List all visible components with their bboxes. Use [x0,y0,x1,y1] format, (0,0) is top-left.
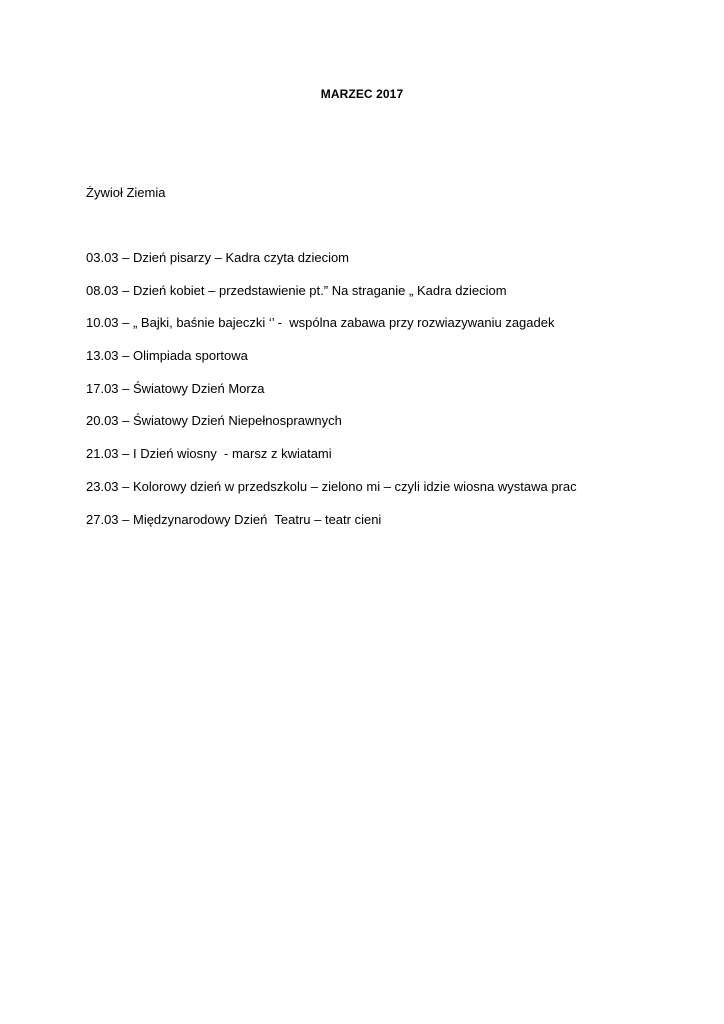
event-list [86,250,577,544]
event-item: 20.03 – Światowy Dzień Niepełnosprawnych [86,413,342,429]
event-item: 08.03 – Dzień kobiet – przedstawienie pt.” Na straganie „ Kadra dzieciom [86,282,507,298]
section-subtitle: Żywioł Ziemia [86,185,166,200]
page-title: MARZEC 2017 [320,87,404,101]
event-item: 17.03 – Światowy Dzień Morza [86,380,265,396]
event-item: 03.03 – Dzień pisarzy – Kadra czyta dzieciom [86,250,350,265]
event-item: 13.03 – Olimpiada sportowa [86,348,248,364]
event-item: 27.03 – Międzynarodowy Dzień Teatru – teatr cieni [86,511,382,527]
event-item: 23.03 – Kolorowy dzień w przedszkolu – zielono mi – czyli idzie wiosna wystawa prac [86,478,577,494]
event-item: 21.03 – I Dzień wiosny - marsz z kwiatami [86,446,332,462]
event-item: 10.03 – „ Bajki, baśnie bajeczki ‘’ - wspólna zabawa przy rozwiazywaniu zagadek [86,315,555,331]
